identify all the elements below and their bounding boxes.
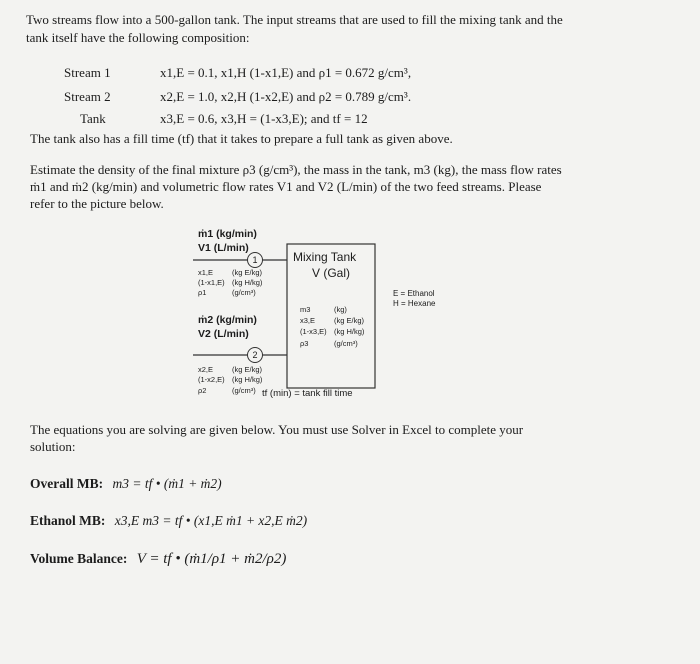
tank-row-2-sym: (1-x3,E) — [300, 327, 327, 336]
tank-row-1-unit: (kg E/kg) — [334, 316, 365, 325]
tank-label: Tank — [80, 111, 106, 126]
equation-overall-mb-formula: m3 = tf • (ṁ1 + ṁ2) — [112, 476, 222, 491]
equation-ethanol-mb-formula: x3,E m3 = tf • (x1,E ṁ1 + x2,E ṁ2) — [114, 513, 308, 528]
tank-spec: x3,E = 0.6, x3,H = (1-x3,E); and tf = 12 — [160, 111, 368, 126]
tank-row-1-sym: x3,E — [300, 316, 316, 325]
stream-1-number: 1 — [247, 252, 263, 268]
estimate-line-3: refer to the picture below. — [30, 196, 164, 211]
s1-row-0-unit: (kg E/kg) — [232, 268, 263, 277]
s1-row-2-sym: ρ1 — [198, 288, 207, 297]
stream-1-label: Stream 1 — [64, 65, 111, 80]
s1-row-2-unit: (g/cm³) — [232, 288, 256, 297]
equations-intro-line-2: solution: — [30, 439, 76, 454]
stream-1-vol-flow: V1 (L/min) — [198, 242, 249, 254]
equations-intro-line-1: The equations you are solving are given below. You must use Solver in Excel to complete your — [30, 422, 524, 437]
equation-overall-mb-label: Overall MB: — [30, 476, 104, 491]
equation-volume-balance — [30, 551, 286, 568]
fill-time-note: The tank also has a fill time (tf) that it takes to prepare a full tank as given above. — [30, 131, 453, 146]
s2-row-1-sym: (1-x2,E) — [198, 375, 225, 384]
s2-row-2-unit: (g/cm³) — [232, 386, 256, 395]
estimate-line-2: ṁ1 and ṁ2 (kg/min) and volumetric flow rates V1 and V2 (L/min) of the two feed streams. Please — [30, 179, 542, 194]
equation-volume-balance-formula: V = tf • (ṁ1/ρ1 + ṁ2/ρ2) — [136, 551, 287, 567]
tank-row-0-sym: m3 — [300, 305, 311, 314]
tank-row-2-unit: (kg H/kg) — [334, 327, 365, 336]
equation-ethanol-mb-label: Ethanol MB: — [30, 513, 106, 528]
intro-line-1: Two streams flow into a 500-gallon tank. The input streams that are used to fill the mixing tank and the — [26, 12, 563, 27]
stream-1-spec: x1,E = 0.1, x1,H (1-x1,E) and ρ1 = 0.672 g/cm³, — [160, 65, 412, 80]
legend-ethanol: E = Ethanol — [393, 289, 435, 298]
stream-2-label: Stream 2 — [64, 89, 111, 104]
tank-title: Mixing Tank — [293, 250, 357, 264]
stream-2-mass-flow: ṁ2 (kg/min) — [198, 314, 257, 326]
stream-1-mass-flow: ṁ1 (kg/min) — [198, 228, 257, 240]
intro-line-2: tank itself have the following composition: — [26, 30, 250, 45]
legend-hexane: H = Hexane — [393, 299, 436, 308]
stream-2-number: 2 — [247, 347, 263, 363]
s1-row-1-unit: (kg H/kg) — [232, 278, 263, 287]
equation-volume-balance-label: Volume Balance: — [30, 551, 128, 566]
s1-row-1-sym: (1-x1,E) — [198, 278, 225, 287]
tank-row-0-unit: (kg) — [334, 305, 347, 314]
s2-row-0-unit: (kg E/kg) — [232, 365, 263, 374]
s2-row-0-sym: x2,E — [198, 365, 214, 374]
s1-row-0-sym: x1,E — [198, 268, 214, 277]
tank-row-3-sym: ρ3 — [300, 339, 309, 348]
equation-overall-mb — [30, 476, 222, 492]
s2-row-2-sym: ρ2 — [198, 386, 207, 395]
estimate-line-1: Estimate the density of the final mixture ρ3 (g/cm³), the mass in the tank, m3 (kg), the mass flow rates — [30, 162, 562, 177]
stream-2-spec: x2,E = 1.0, x2,H (1-x2,E) and ρ2 = 0.789 g/cm³. — [160, 89, 412, 104]
tank-row-3-unit: (g/cm³) — [334, 339, 358, 348]
stream-2-vol-flow: V2 (L/min) — [198, 328, 249, 340]
fill-time-label: tf (min) = tank fill time — [262, 388, 353, 399]
equation-ethanol-mb — [30, 513, 307, 529]
tank-volume: V (Gal) — [312, 266, 351, 280]
s2-row-1-unit: (kg H/kg) — [232, 375, 263, 384]
